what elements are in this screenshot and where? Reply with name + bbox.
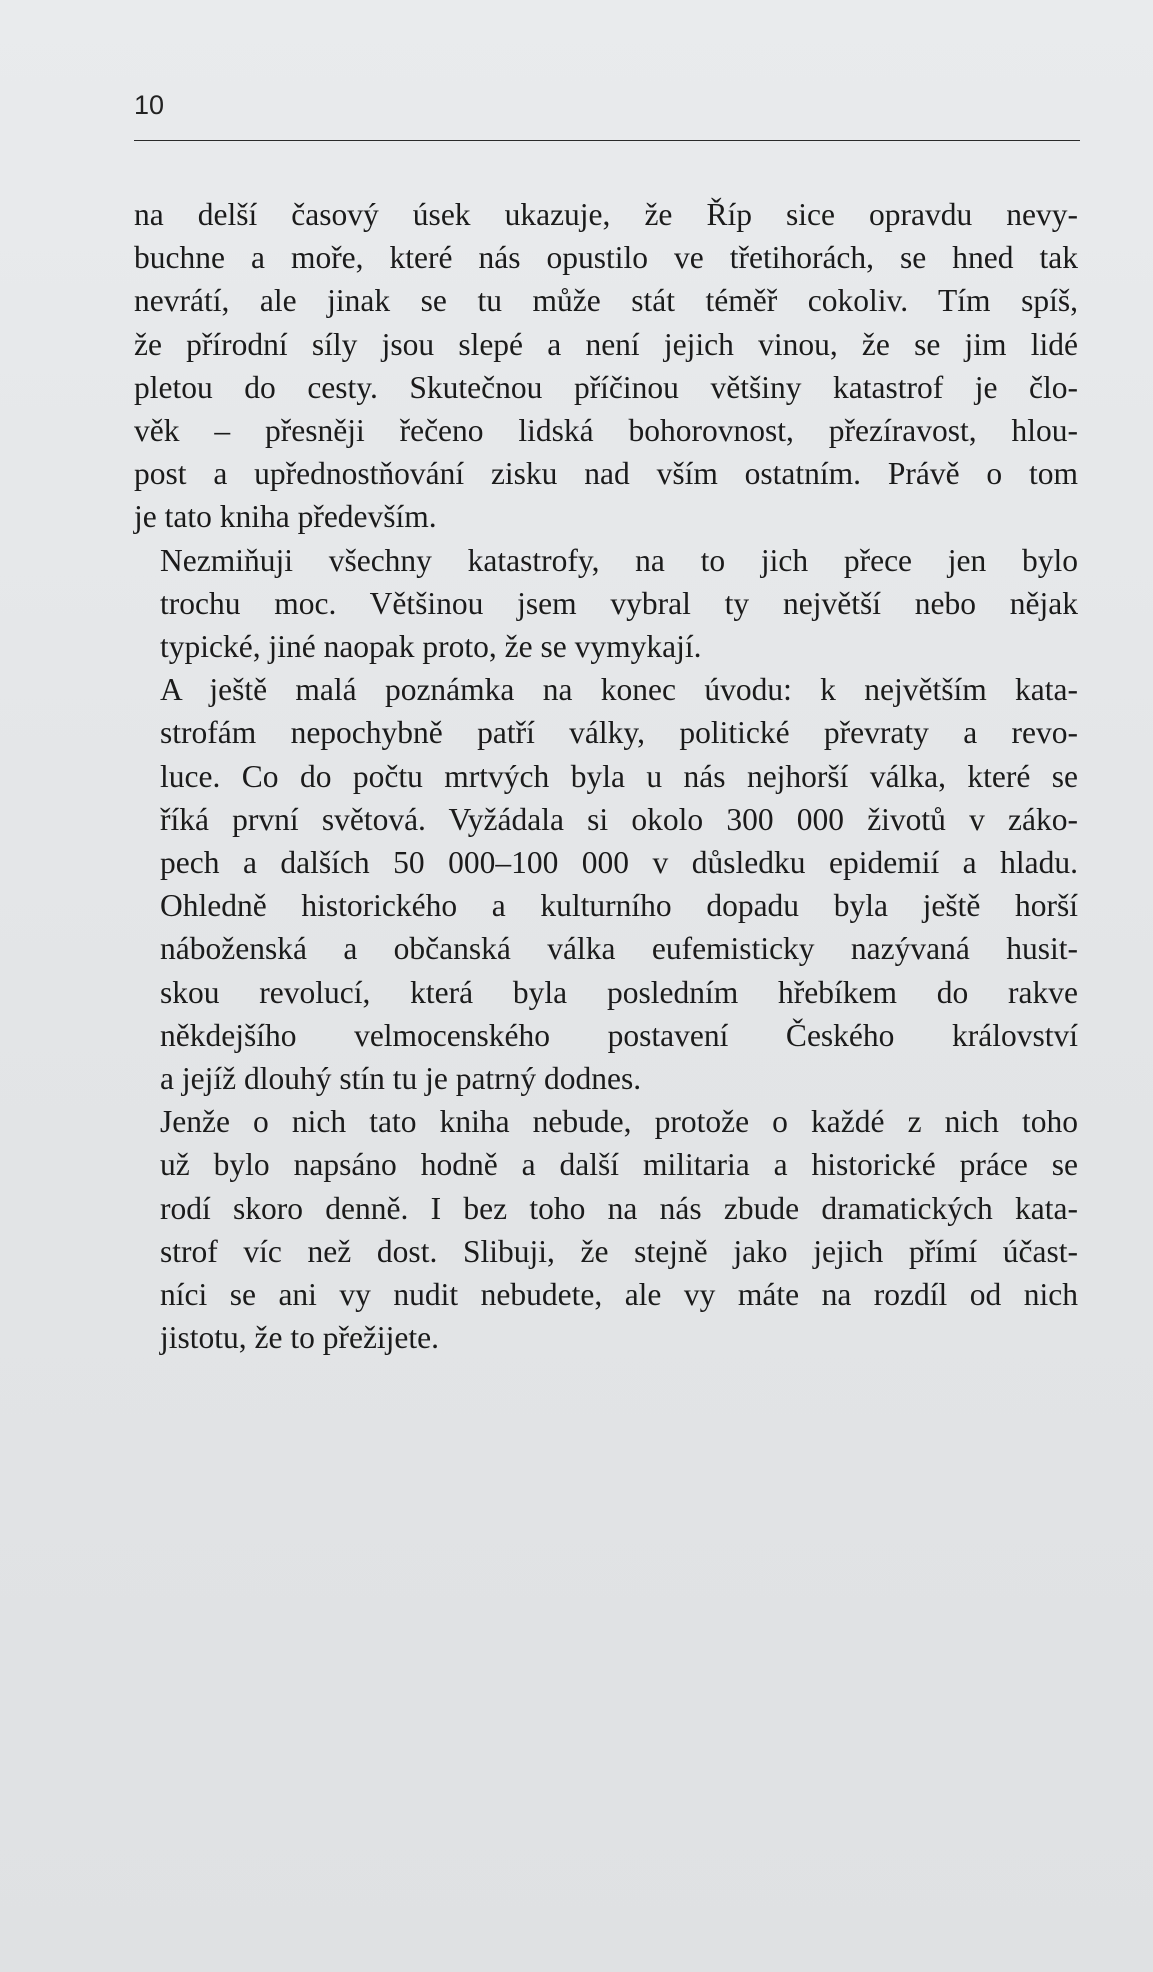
paragraph — [134, 193, 1078, 539]
text-line: Jenže o nich tato kniha nebude, protože o každé z nich toho — [160, 1104, 1078, 1140]
text-line: luce. Co do počtu mrtvých byla u nás nejhorší válka, které se — [160, 758, 1078, 794]
text-line: říká první světová. Vyžádala si okolo 300 000 životů v záko- — [160, 801, 1078, 837]
text-line: Ohledně historického a kulturního dopadu byla ještě horší — [160, 888, 1078, 924]
text-line: pletou do cesty. Skutečnou příčinou většiny katastrof je člo- — [134, 369, 1078, 405]
text-line: A ještě malá poznámka na konec úvodu: k největším kata- — [160, 672, 1078, 708]
text-line: rodí skoro denně. I bez toho na nás zbude dramatických kata- — [160, 1190, 1078, 1226]
page-number: 10 — [134, 90, 165, 120]
paragraph — [134, 539, 1078, 669]
text-line: strofám nepochybně patří války, politické převraty a revo- — [160, 715, 1078, 751]
paragraph — [134, 668, 1078, 1100]
paragraph — [134, 1100, 1078, 1359]
text-line: věk – přesněji řečeno lidská bohorovnost, přezíravost, hlou- — [134, 413, 1078, 449]
text-line: je tato kniha především. — [134, 499, 437, 535]
text-line: pech a dalších 50 000–100 000 v důsledku epidemií a hladu. — [160, 845, 1078, 881]
text-line: strof víc než dost. Slibuji, že stejně jako jejich přímí účast- — [160, 1233, 1078, 1269]
text-line: že přírodní síly jsou slepé a není jejich vinou, že se jim lidé — [134, 326, 1078, 362]
text-line: skou revolucí, která byla posledním hřebíkem do rakve — [160, 974, 1078, 1010]
text-line: buchne a moře, které nás opustilo ve třetihorách, se hned tak — [134, 240, 1078, 276]
text-line: už bylo napsáno hodně a další militaria a historické práce se — [160, 1147, 1078, 1183]
text-line: na delší časový úsek ukazuje, že Říp sice opravdu nevy- — [134, 197, 1078, 232]
text-line: někdejšího velmocenského postavení Českého království — [160, 1017, 1078, 1053]
body-text — [134, 193, 1078, 1359]
text-line: náboženská a občanská válka eufemisticky nazývaná husit- — [160, 931, 1078, 967]
text-line: nevrátí, ale jinak se tu může stát téměř cokoliv. Tím spíš, — [134, 283, 1078, 319]
text-line: Nezmiňuji všechny katastrofy, na to jich přece jen bylo — [160, 542, 1078, 578]
header-rule — [134, 140, 1080, 141]
text-line: trochu moc. Většinou jsem vybral ty největší nebo nějak — [160, 585, 1078, 621]
text-line: post a upřednostňování zisku nad vším ostatním. Právě o tom — [134, 456, 1078, 492]
text-line: jistotu, že to přežijete. — [160, 1320, 440, 1356]
text-line: typické, jiné naopak proto, že se vymykají. — [160, 629, 702, 665]
text-line: níci se ani vy nudit nebudete, ale vy máte na rozdíl od nich — [160, 1277, 1078, 1313]
text-line: a jejíž dlouhý stín tu je patrný dodnes. — [160, 1061, 642, 1097]
